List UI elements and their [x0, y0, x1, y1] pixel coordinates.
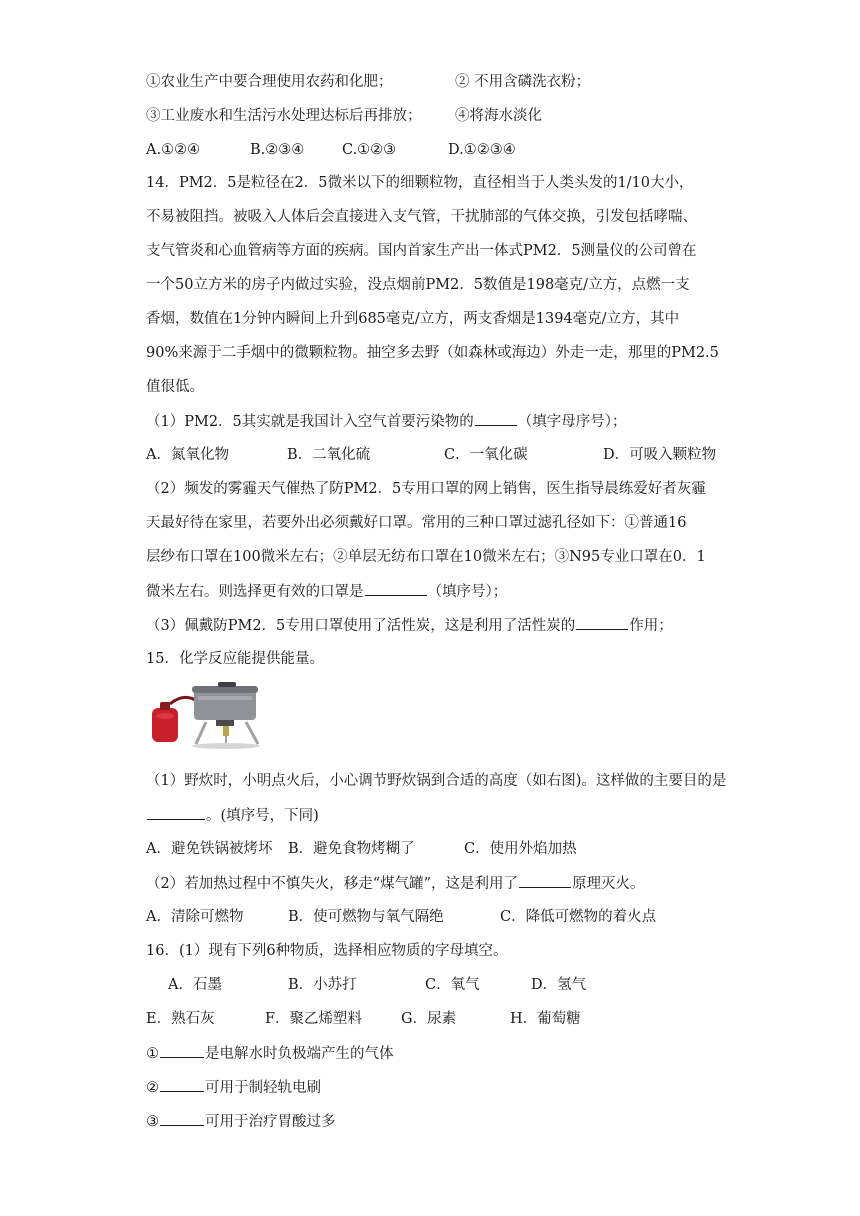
q14-sub2-line-1: （2）频发的雾霾天气催热了防PM2．5专用口罩的网上销售，医生指导晨练爱好者灰霾	[146, 481, 706, 497]
answer-blank[interactable]	[160, 1043, 204, 1058]
q13-option-2: ② 不用含磷洗衣粉；	[455, 74, 591, 90]
answer-blank[interactable]	[160, 1111, 204, 1126]
q16-item-text: 是电解水时负极端产生的气体	[205, 1046, 394, 1062]
answer-blank[interactable]	[576, 615, 628, 630]
answer-blank[interactable]	[365, 581, 427, 596]
q16-item-num: ③	[146, 1114, 159, 1130]
q16-item-text: 可用于制轻轨电刷	[205, 1080, 321, 1096]
q14-sub2-line-3: 层纱布口罩在100微米左右；②单层无纺布口罩在10微米左右；③N95专业口罩在0．1	[146, 549, 706, 565]
q16-item-text: 可用于治疗胃酸过多	[205, 1114, 336, 1130]
q16-item-3	[146, 1111, 336, 1131]
q16-option-e: E．熟石灰	[146, 1011, 215, 1027]
q14-sub1	[146, 411, 627, 431]
q13-choice-c: C.①②③	[342, 142, 397, 158]
q15-sub1-hint: 。(填序号，下同)	[206, 808, 319, 824]
q14-line-4: 一个50立方米的房子内做过实验，没点烟前PM2．5数值是198毫克/立方，点燃一支	[146, 277, 690, 293]
q14-line-7: 值很低。	[146, 379, 204, 395]
q14-sub1-text: （1）PM2．5其实就是我国计入空气首要污染物的	[146, 414, 474, 430]
q14-sub1-choice-b: B．二氧化硫	[287, 447, 371, 463]
q14-sub3	[146, 615, 673, 635]
q16-title: 16．(1）现有下列6种物质，选择相应物质的字母填空。	[146, 943, 508, 959]
q16-option-a: A．石墨	[168, 977, 222, 993]
q14-sub2-line-2: 天最好待在家里，若要外出必须戴好口罩。常用的三种口罩过滤孔径如下：①普通16	[146, 515, 687, 531]
q16-item-2	[146, 1077, 321, 1097]
q16-option-c: C．氧气	[425, 977, 480, 993]
q15-sub1-line-1: （1）野炊时，小明点火后，小心调节野炊锅到合适的高度（如右图)。这样做的主要目的是	[146, 773, 727, 789]
q13-choice-d: D.①②③④	[448, 142, 516, 158]
q15-sub2-hint: 原理灭火。	[572, 876, 645, 892]
cooking-pot	[194, 690, 256, 720]
q15-sub1-choice-a: A．避免铁锅被烤坏	[146, 841, 273, 857]
q15-sub1-choice-b: B．避免食物烤糊了	[288, 841, 415, 857]
q15-sub1-choice-c: C．使用外焰加热	[464, 841, 577, 857]
q15-sub2-choice-a: A．清除可燃物	[146, 909, 244, 925]
q14-sub2-hint: （填序号）；	[427, 584, 508, 600]
q15-sub2-choice-b: B．使可燃物与氧气隔绝	[288, 909, 444, 925]
q13-option-4: ④将海水淡化	[455, 108, 542, 124]
q16-option-d: D．氢气	[531, 977, 587, 993]
answer-blank[interactable]	[475, 411, 517, 426]
q15-title: 15．化学反应能提供能量。	[146, 651, 324, 667]
q13-option-3: ③工业废水和生活污水处理达标后再排放；	[146, 108, 422, 124]
q13-option-1: ①农业生产中要合理使用农药和化肥；	[146, 74, 393, 90]
answer-blank[interactable]	[519, 873, 571, 888]
q14-line-6: 90%来源于二手烟中的微颗粒物。抽空多去野（如森林或海边）外走一走，那里的PM2.5	[146, 345, 719, 361]
q15-sub1-line-2	[146, 805, 319, 825]
q15-sub2-choice-c: C．降低可燃物的着火点	[500, 909, 657, 925]
q14-sub3-hint: 作用；	[629, 618, 673, 634]
q14-sub2-line-4	[146, 581, 507, 601]
q16-item-num: ②	[146, 1080, 159, 1096]
q14-sub1-hint: （填字母序号）；	[517, 414, 627, 430]
q16-item-num: ①	[146, 1046, 159, 1062]
q14-sub1-choice-c: C．一氧化碳	[444, 447, 528, 463]
q16-item-1	[146, 1043, 394, 1063]
answer-blank[interactable]	[147, 805, 205, 820]
q14-sub2-text: 微米左右。则选择更有效的口罩是	[146, 584, 364, 600]
q13-choice-a: A.①②④	[146, 142, 201, 158]
q14-line-2: 不易被阻挡。被吸入人体后会直接进入支气管，干扰肺部的气体交换，引发包括哮喘、	[146, 209, 697, 225]
q16-option-h: H．葡萄糖	[510, 1011, 581, 1027]
q14-line-1: 14．PM2．5是粒径在2．5微米以下的细颗粒物，直径相当于人类头发的1/10大小，	[146, 175, 694, 191]
q14-sub1-choice-a: A．氮氧化物	[146, 447, 229, 463]
q16-option-f: F．聚乙烯塑料	[265, 1011, 363, 1027]
q14-sub1-choice-d: D．可吸入颗粒物	[603, 447, 717, 463]
q14-line-5: 香烟，数值在1分钟内瞬间上升到685毫克/立方，两支香烟是1394毫克/立方，其中	[146, 311, 680, 327]
q14-sub3-text: （3）佩戴防PM2．5专用口罩使用了活性炭，这是利用了活性炭的	[146, 618, 576, 634]
q15-sub2-text: （2）若加热过程中不慎失火，移走“煤气罐”，这是利用了	[146, 876, 519, 892]
q13-choice-b: B.②③④	[250, 142, 305, 158]
answer-blank[interactable]	[160, 1077, 204, 1092]
camping-stove-image	[146, 680, 266, 750]
q15-sub2	[146, 873, 645, 893]
q14-line-3: 支气管炎和心血管病等方面的疾病。国内首家生产出一体式PM2．5测量仪的公司曾在	[146, 243, 697, 259]
q16-option-g: G．尿素	[401, 1011, 457, 1027]
q16-option-b: B．小苏打	[288, 977, 357, 993]
